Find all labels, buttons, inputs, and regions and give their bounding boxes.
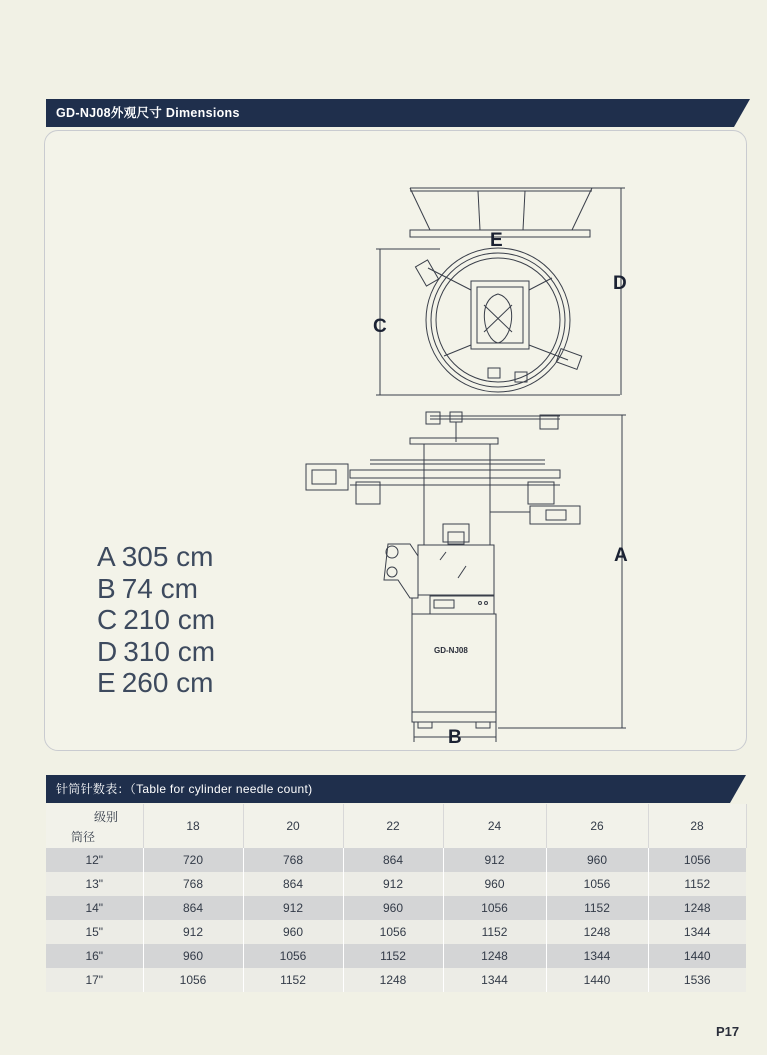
diameter-cell: 14" <box>46 896 143 920</box>
spec-b-letter: B <box>97 572 116 604</box>
spec-e-letter: E <box>97 667 116 698</box>
spec-b <box>97 573 215 605</box>
top-view-dimension-lines <box>376 188 625 395</box>
needle-count-cell: 1344 <box>648 920 746 944</box>
needle-count-cell: 1056 <box>343 920 443 944</box>
needle-count-cell: 1248 <box>443 944 546 968</box>
diameter-cell: 15" <box>46 920 143 944</box>
needle-table-banner: 针筒针数表：（Table for cylinder needle count) <box>46 775 730 803</box>
needle-count-cell: 1536 <box>648 968 746 992</box>
dimension-label-b: B <box>448 727 462 748</box>
table-header-row <box>46 804 746 848</box>
diameter-cell: 13" <box>46 872 143 896</box>
table-row <box>46 920 746 944</box>
needle-count-cell: 1152 <box>546 896 648 920</box>
table-row <box>46 872 746 896</box>
gauge-header: 18 <box>143 804 243 848</box>
needle-count-cell: 1152 <box>648 872 746 896</box>
needle-count-cell: 1248 <box>546 920 648 944</box>
spec-e-value: 260 cm <box>121 667 214 698</box>
table-row <box>46 896 746 920</box>
dimension-label-c: C <box>373 316 387 337</box>
spec-d-letter: D <box>97 635 118 667</box>
needle-count-cell: 912 <box>143 920 243 944</box>
spec-c-value: 210 cm <box>123 604 216 635</box>
needle-count-cell: 1248 <box>343 968 443 992</box>
table-row <box>46 944 746 968</box>
table-row <box>46 848 746 872</box>
needle-count-cell: 768 <box>243 848 343 872</box>
gauge-header: 28 <box>648 804 746 848</box>
gauge-header: 26 <box>546 804 648 848</box>
spec-e <box>97 667 215 699</box>
front-view-machine <box>306 412 580 728</box>
needle-count-cell: 960 <box>546 848 648 872</box>
needle-count-cell: 1056 <box>443 896 546 920</box>
needle-count-cell: 720 <box>143 848 243 872</box>
needle-count-cell: 864 <box>343 848 443 872</box>
gauge-header: 24 <box>443 804 546 848</box>
spec-d <box>97 636 215 668</box>
dimension-label-d: D <box>613 273 627 294</box>
needle-count-cell: 768 <box>143 872 243 896</box>
needle-count-cell: 1440 <box>648 944 746 968</box>
needle-count-cell: 960 <box>143 944 243 968</box>
diameter-cell: 17" <box>46 968 143 992</box>
machine-model-label: GD-NJ08 <box>434 646 468 655</box>
spec-a <box>97 541 215 573</box>
needle-count-cell: 912 <box>343 872 443 896</box>
table-row <box>46 968 746 992</box>
corner-gauge-label: 级别 <box>94 810 119 824</box>
needle-count-cell: 1440 <box>546 968 648 992</box>
needle-count-cell: 864 <box>143 896 243 920</box>
spec-a-letter: A <box>97 541 116 572</box>
gauge-header: 20 <box>243 804 343 848</box>
needle-count-cell: 1056 <box>243 944 343 968</box>
needle-count-cell: 912 <box>443 848 546 872</box>
needle-count-cell: 960 <box>443 872 546 896</box>
needle-count-table <box>46 804 747 992</box>
dimension-label-e: E <box>490 230 503 251</box>
plan-view-circle <box>415 248 581 392</box>
needle-count-cell: 960 <box>243 920 343 944</box>
needle-count-cell: 1152 <box>243 968 343 992</box>
needle-count-cell: 1152 <box>443 920 546 944</box>
needle-count-cell: 864 <box>243 872 343 896</box>
spec-c-letter: C <box>97 604 118 635</box>
spec-a-value: 305 cm <box>121 541 214 572</box>
needle-count-cell: 1248 <box>648 896 746 920</box>
needle-count-cell: 1344 <box>443 968 546 992</box>
needle-count-cell: 1056 <box>143 968 243 992</box>
spec-d-value: 310 cm <box>123 635 216 667</box>
dimensions-banner: GD-NJ08外观尺寸 Dimensions <box>46 99 734 127</box>
corner-diameter-label: 筒径 <box>71 830 96 844</box>
spec-c <box>97 604 215 636</box>
dimension-label-a: A <box>614 545 628 566</box>
spec-b-value: 74 cm <box>121 572 198 604</box>
needle-count-cell: 912 <box>243 896 343 920</box>
dimension-specs <box>97 541 215 699</box>
diameter-cell: 16" <box>46 944 143 968</box>
diameter-cell: 12" <box>46 848 143 872</box>
needle-count-cell: 1152 <box>343 944 443 968</box>
needle-count-cell: 960 <box>343 896 443 920</box>
gauge-header: 22 <box>343 804 443 848</box>
needle-count-cell: 1056 <box>546 872 648 896</box>
needle-count-cell: 1056 <box>648 848 746 872</box>
table-corner-cell <box>46 804 143 848</box>
page-number: P17 <box>716 1024 740 1039</box>
needle-count-cell: 1344 <box>546 944 648 968</box>
